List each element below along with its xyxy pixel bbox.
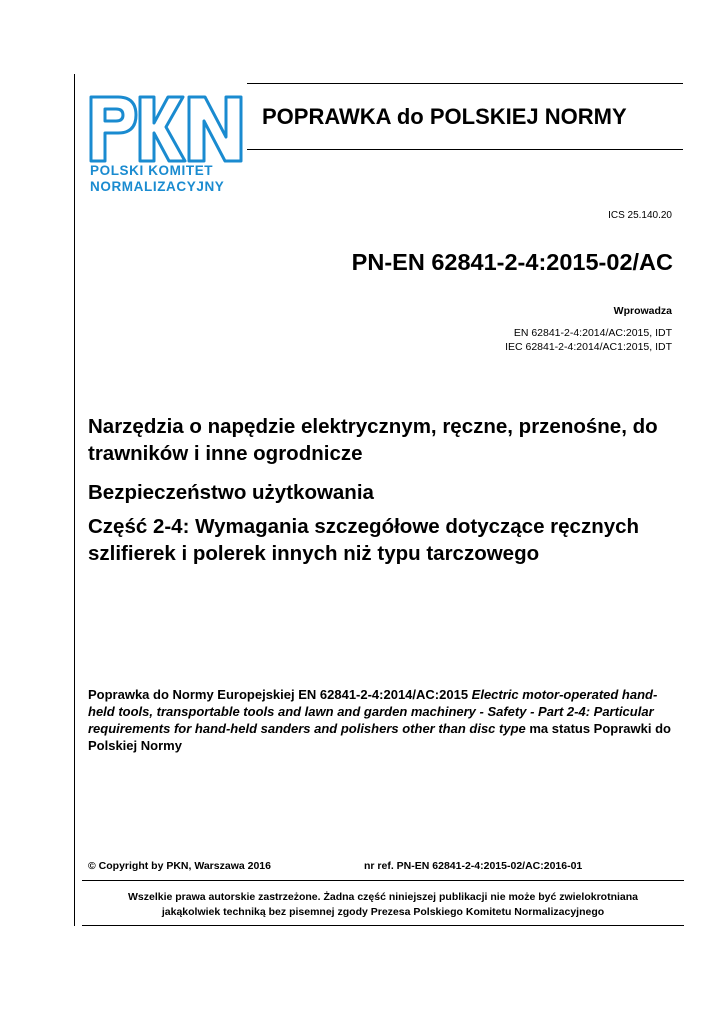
footer-bottom-rule (82, 925, 684, 926)
header-bottom-rule (247, 149, 683, 150)
logo-text-line1: POLSKI KOMITET (90, 163, 214, 178)
copyright-notice: © Copyright by PKN, Warszawa 2016 (88, 860, 271, 872)
left-margin-rule (74, 74, 75, 926)
ics-code: ICS 25.140.20 (608, 210, 672, 221)
description-suffix: ma status Poprawki do Polskiej Normy (88, 721, 671, 753)
standard-title-block (88, 413, 678, 567)
introduced-standard-en: EN 62841-2-4:2014/AC:2015, IDT (513, 327, 672, 339)
description-prefix: Poprawka do Normy Europejskiej EN 62841-2-4:2014/AC:2015 (88, 687, 472, 702)
amendment-description (88, 686, 680, 754)
pkn-logo-letters-icon (88, 93, 244, 165)
introduces-label: Wprowadza (613, 305, 672, 317)
description-english-title: Electric motor-operated hand-held tools, transportable tools and lawn and garden machinery - Safety - Part 2-4: Particular requirements for hand-held sanders and polishers other than disc type (88, 687, 658, 736)
pkn-logo (88, 93, 248, 198)
rights-notice-line1: Wszelkie prawa autorskie zastrzeżone. Żadna część niniejszej publikacji nie może być zwielokrotniana (127, 891, 638, 903)
logo-text-line2: NORMALIZACYJNY (90, 179, 225, 194)
title-part: Część 2-4: Wymagania szczegółowe dotyczące ręcznych szlifierek i polerek innych niż typu tarczowego (88, 515, 640, 565)
introduced-standard-iec: IEC 62841-2-4:2014/AC1:2015, IDT (505, 341, 672, 353)
header-top-rule (247, 83, 683, 84)
title-subtitle: Bezpieczeństwo użytkowania (88, 481, 374, 504)
title-main: Narzędzia o napędzie elektrycznym, ręczne, przenośne, do trawników i inne ogrodnicze (88, 415, 658, 465)
document-type-title: POPRAWKA do POLSKIEJ NORMY (262, 104, 627, 129)
footer-top-rule (82, 880, 684, 881)
standard-number: PN-EN 62841-2-4:2015-02/AC (351, 249, 673, 275)
reference-number: nr ref. PN-EN 62841-2-4:2015-02/AC:2016-01 (364, 860, 583, 872)
rights-notice-line2: jakąkolwiek techniką bez pisemnej zgody Prezesa Polskiego Komitetu Normalizacyjnego (161, 906, 605, 918)
